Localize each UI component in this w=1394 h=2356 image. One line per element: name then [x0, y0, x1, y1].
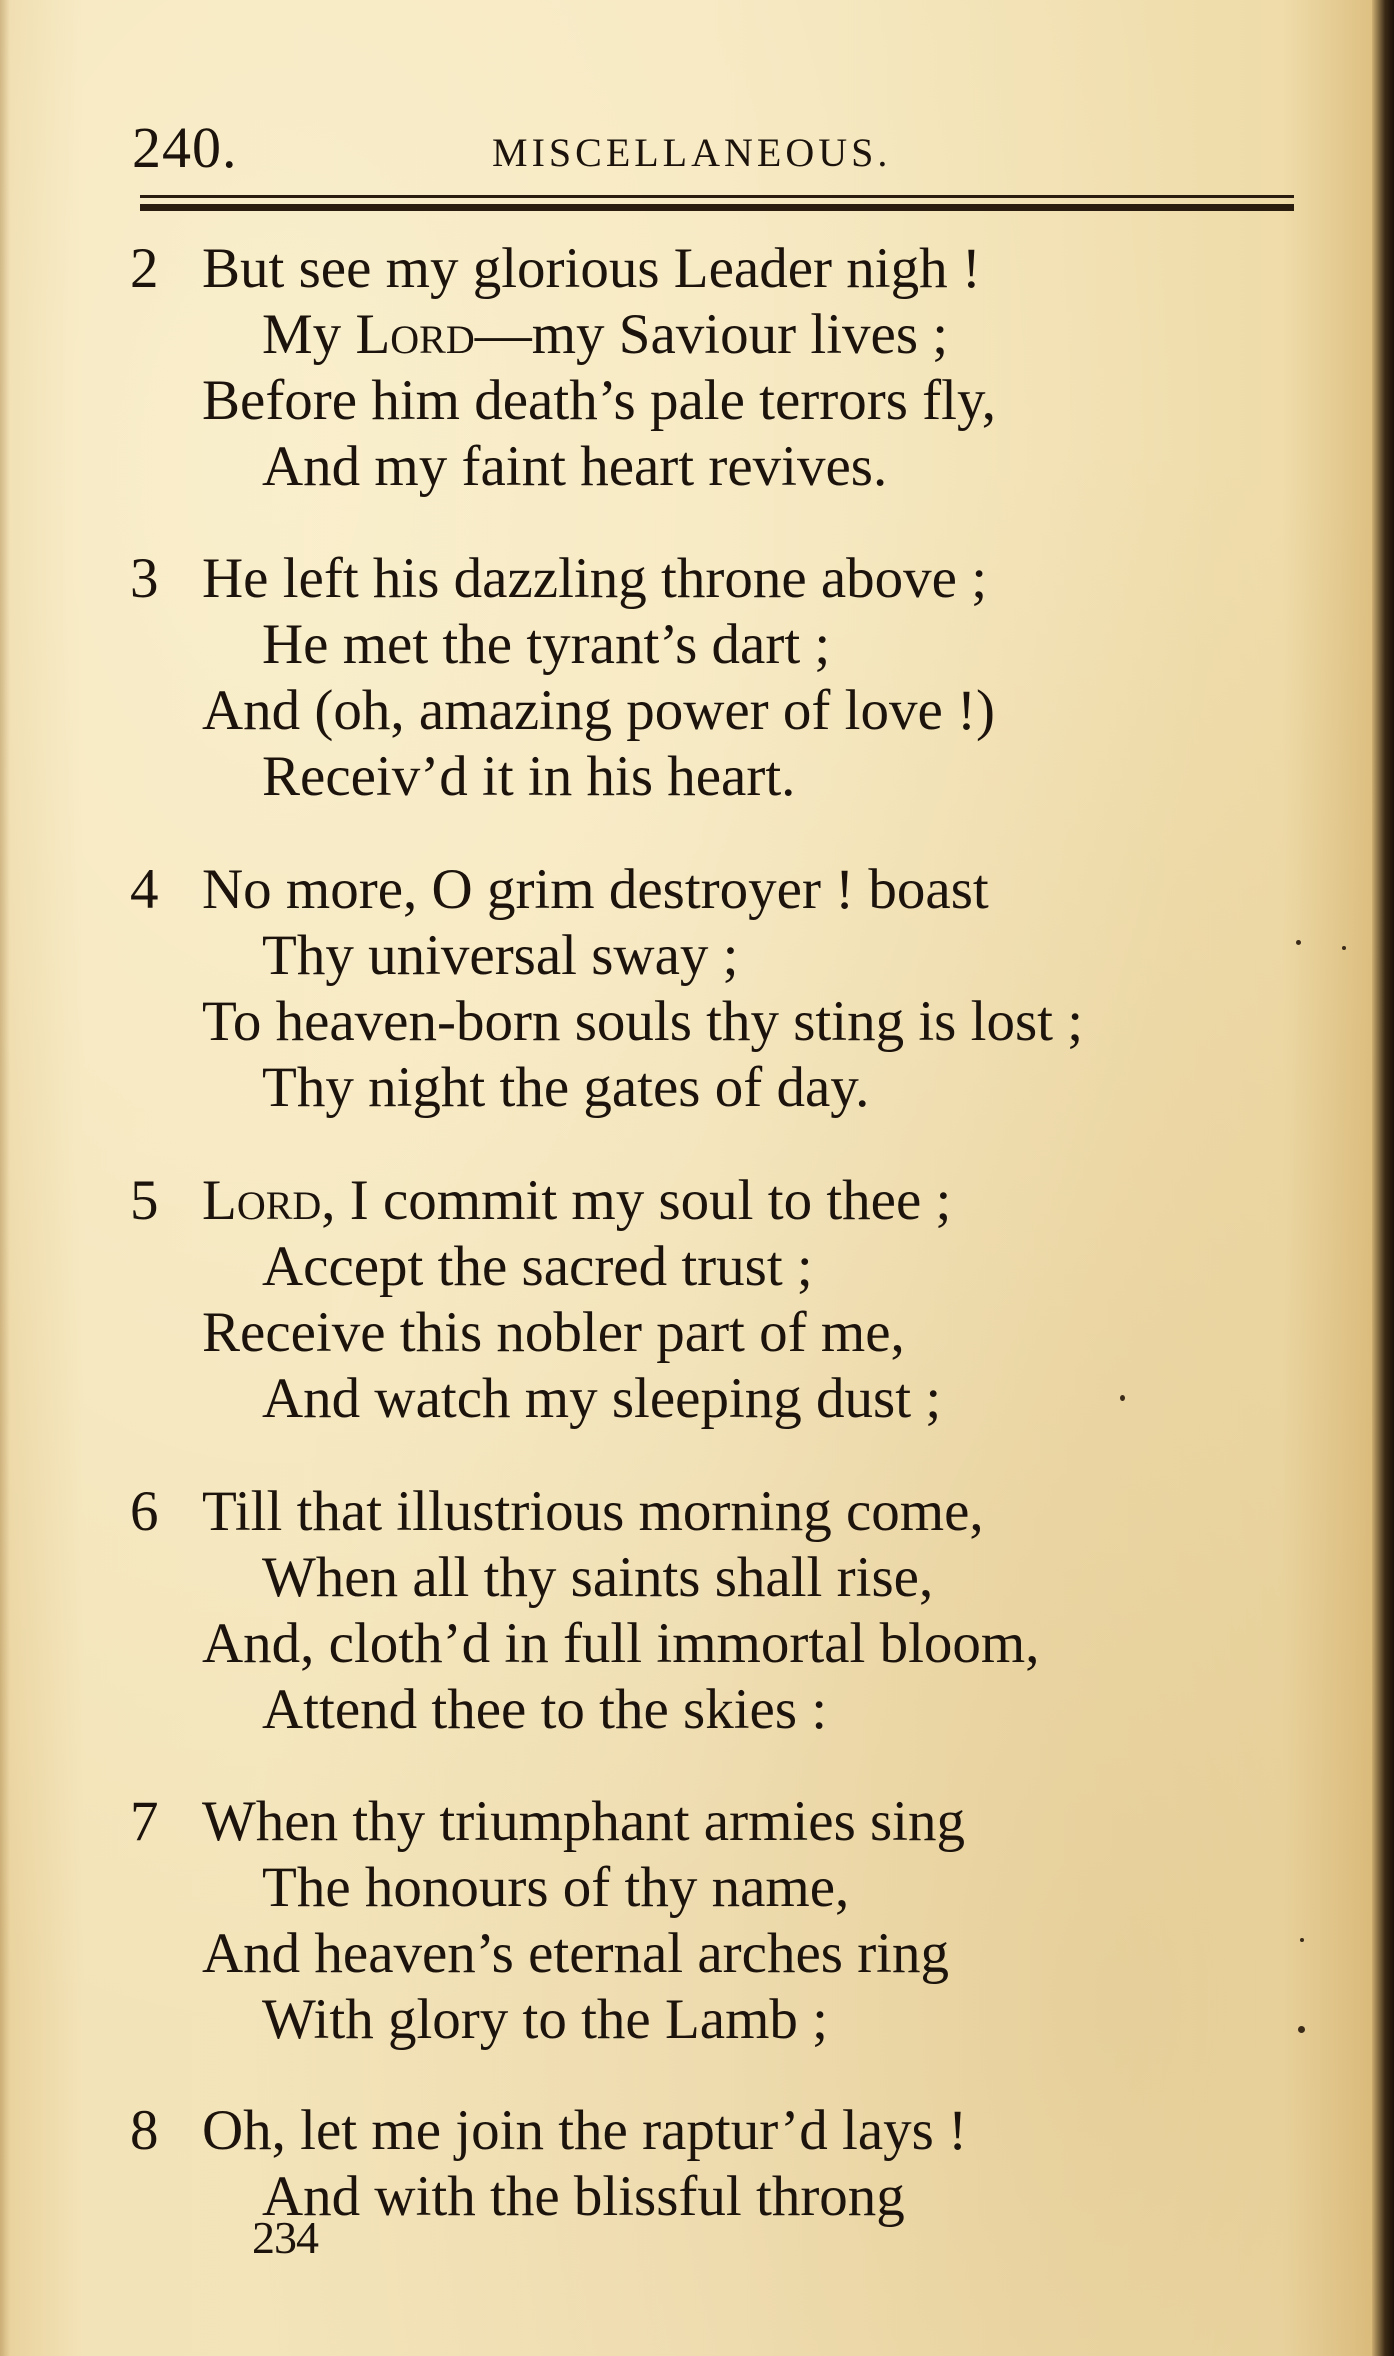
verse-line: [130, 302, 1310, 368]
verse-text-run: And, cloth’d in full immortal bloom,: [202, 1612, 1040, 1675]
verse-text: [202, 989, 1083, 1055]
small-caps-word: Lord: [355, 303, 475, 366]
verse-text: [262, 1055, 869, 1121]
verse-text-run: He left his dazzling throne above ;: [202, 547, 988, 610]
verse-text: [202, 1789, 965, 1855]
verse-line: [130, 1611, 1310, 1677]
verse-text: [262, 434, 887, 500]
verse-text-run: When thy triumphant armies sing: [202, 1790, 966, 1853]
verse-text-run: Receiv’d it in his heart.: [262, 745, 796, 808]
verse-text: [202, 546, 987, 612]
verse-text: [262, 612, 830, 678]
verse-text: [262, 1987, 828, 2053]
verse-text: [202, 1479, 984, 1545]
ink-speck: [1296, 940, 1301, 945]
verse-text-run: With glory to the Lamb ;: [262, 1988, 829, 2051]
verse-text-run: He met the tyrant’s dart ;: [262, 613, 831, 676]
verse-text: [202, 1300, 905, 1366]
verse-line: [130, 434, 1310, 500]
verse-text: [202, 368, 996, 434]
stanza-number: 2: [130, 237, 159, 300]
verse-line: [130, 1366, 1310, 1432]
verse-line: [130, 546, 1310, 612]
ink-speck: [1342, 946, 1346, 950]
ink-speck: [1298, 2026, 1305, 2033]
running-head: [132, 115, 1292, 180]
verse-text-run: But see my glorious Leader nigh !: [202, 237, 981, 300]
header-rule-thin: [140, 195, 1294, 198]
verse-line: [130, 1855, 1310, 1921]
verse-text: [262, 1545, 933, 1611]
verse-text: [202, 1168, 951, 1234]
verse-text-run: To heaven-born souls thy sting is lost ;: [202, 990, 1084, 1053]
ink-speck: [1120, 1395, 1125, 1401]
verse-text: [202, 1611, 1040, 1677]
verse-line: [130, 1545, 1310, 1611]
page-number: 240.: [132, 115, 238, 180]
verse-text-run: The honours of thy name,: [262, 1856, 850, 1919]
verse-text-run: My: [262, 303, 356, 366]
verse-text: [262, 923, 738, 989]
verse-text: [262, 1366, 941, 1432]
header-rule-thick: [140, 204, 1294, 211]
verse-line: [130, 2098, 1310, 2164]
verse-line: [130, 989, 1310, 1055]
verse-text-run: And heaven’s eternal arches ring: [202, 1922, 950, 1985]
stanza: [130, 1789, 1310, 2053]
verse-line: [130, 744, 1310, 810]
stanza-number: 6: [130, 1480, 159, 1543]
stanza-number: 4: [130, 858, 159, 921]
stanza: [130, 1479, 1310, 1743]
page-right-edge: [1372, 0, 1394, 2356]
verse-text-run: Attend thee to the skies :: [262, 1678, 828, 1741]
verse-line: [130, 1300, 1310, 1366]
verse-text-run: Accept the sacred trust ;: [262, 1235, 813, 1298]
verse-text-run: , I commit my soul to thee ;: [321, 1169, 952, 1232]
verse-text: [202, 2098, 967, 2164]
page-left-edge: [0, 0, 10, 2356]
verse-text: [202, 1921, 949, 1987]
verse-text: [262, 744, 795, 810]
verse-line: [130, 1479, 1310, 1545]
verse-text-run: Oh, let me join the raptur’d lays !: [202, 2099, 968, 2162]
verse-line: [130, 1677, 1310, 1743]
verse-line: [130, 236, 1310, 302]
stanza-number: 5: [130, 1169, 159, 1232]
verse-text-run: Receive this nobler part of me,: [202, 1301, 905, 1364]
stanza-number: 7: [130, 1790, 159, 1853]
verse-line: [130, 857, 1310, 923]
verse-text: [262, 1234, 813, 1300]
verse-text: [202, 857, 989, 923]
verse-line: [130, 612, 1310, 678]
signature-mark: 234: [252, 2212, 318, 2263]
verse-text: [262, 302, 948, 368]
verse-text-run: Thy night the gates of day.: [262, 1056, 870, 1119]
verse-text-run: Thy universal sway ;: [262, 924, 739, 987]
section-title: MISCELLANEOUS.: [492, 130, 892, 175]
verse-line: [130, 1055, 1310, 1121]
verse-line: [130, 368, 1310, 434]
verse-text-run: And my faint heart revives.: [262, 435, 888, 498]
stanza-number: 3: [130, 547, 159, 610]
verse-text: [202, 678, 995, 744]
verse-line: [130, 1987, 1310, 2053]
verse-text-run: When all thy saints shall rise,: [262, 1546, 934, 1609]
stanza: [130, 236, 1310, 500]
verse-line: [130, 1168, 1310, 1234]
ink-speck: [1300, 1938, 1304, 1942]
stanza: [130, 1168, 1310, 1432]
stanza: [130, 857, 1310, 1121]
stanza: [130, 546, 1310, 810]
verse-text-run: —my Saviour lives ;: [474, 303, 949, 366]
verse-text-run: And watch my sleeping dust ;: [262, 1367, 942, 1430]
verse-text: [262, 1855, 849, 1921]
verse-text: [202, 236, 981, 302]
verse-line: [130, 1921, 1310, 1987]
verse-text-run: And (oh, amazing power of love !): [202, 679, 995, 742]
verse-text-run: No more, O grim destroyer ! boast: [202, 858, 989, 921]
verse-text-run: Till that illustrious morning come,: [202, 1480, 984, 1543]
verse-line: [130, 923, 1310, 989]
small-caps-word: Lord: [202, 1169, 322, 1232]
stanza-number: 8: [130, 2099, 159, 2162]
verse-text: [262, 1677, 827, 1743]
verse-text-run: Before him death’s pale terrors fly,: [202, 369, 997, 432]
verse-line: [130, 1789, 1310, 1855]
verse-text: [262, 2164, 905, 2230]
verse-line: [130, 678, 1310, 744]
verse-line: [130, 1234, 1310, 1300]
verse-text-run: And with the blissful throng: [262, 2165, 905, 2228]
